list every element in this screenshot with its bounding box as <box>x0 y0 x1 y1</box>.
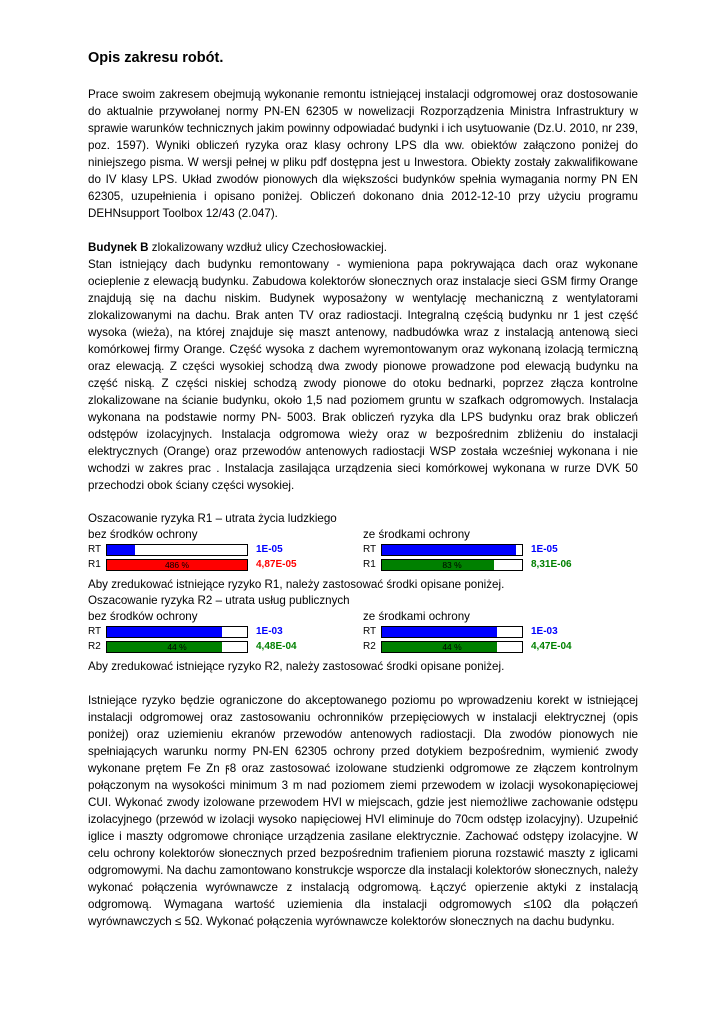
r2-value: 4,47E-04 <box>531 641 572 652</box>
document-page <box>88 50 638 930</box>
r1-percent: 83 % <box>442 560 462 570</box>
rt-bar <box>106 544 248 556</box>
rt-value: 1E-03 <box>531 626 558 637</box>
rt-label: RT <box>363 544 377 555</box>
rt-bar-fill <box>382 627 497 637</box>
r1-label: R1 <box>88 559 101 570</box>
building-name: Budynek B <box>88 241 149 254</box>
rt-bar <box>106 626 248 638</box>
risk-r2-without-chart <box>88 625 308 655</box>
r2-bar <box>106 641 248 653</box>
r2-percent: 44 % <box>167 642 187 652</box>
rt-bar <box>381 544 523 556</box>
risk-r1-note: Aby zredukować istniejące ryzyko R1, należy zastosować środki opisane poniżej. <box>88 578 505 591</box>
r1-bar <box>381 559 523 571</box>
risk-r1-with-chart <box>363 543 583 573</box>
rt-label: RT <box>88 544 102 555</box>
rt-label: RT <box>363 626 377 637</box>
rt-bar <box>381 626 523 638</box>
risk-r1-without-chart <box>88 543 308 573</box>
risk-r2-with-chart <box>363 625 583 655</box>
rt-bar-fill <box>107 545 135 555</box>
conclusion-paragraph: Istniejące ryzyko będzie ograniczone do akceptowanego poziomu po wprowadzeniu korekt w istniejącej instalacji odgromowej oraz zastosowaniu ochronników przepięciowych w instalacji elektrycznej (opis poniżej) oraz uziemieniu ekranów przewodów antenowych radiostacji. Dla zwodów pionowych nie spełniających warunku normy PN-EN 62305 ochrony przed dotykiem bezpośrednim, wymienić zwody wykonane prętem Fe Zn ϝ8 oraz zastosować izolowane studzienki odgromowe ze złączem kontrolnym połączonym na wysokości minimum 3 m nad poziomem ziemi przewodem w izolacji wysokonapięciowej CUI. Wykonać zwody izolowane przewodem HVI w miejscach, gdzie jest niemożliwe zachowanie odstępu izolacyjnego (przewód w izolacji wysoko napięciowej HVI eliminuje do 70cm odstęp izolacyjny). Uzupełnić iglice i maszty odgromowe chroniące urządzenia zasilane elektrycznie. Zachować odstępy izolacyjne. W celu ochrony kolektorów słonecznych przed bezpośrednim trafieniem pioruna rozstawić maszty z iglicami odgromowymi. Na dachu zamontowano konstrukcje wsporcze dla instalacji kolektorów słonecznych, należy wykonać połączenia wyrównawcze z instalacją odgromową. Łączyć opierzenie aktyki z instalacją odgromową. Wymagana wartość uziemienia dla instalacji odgromowych ≤10Ω dla połączeń wyrównawczych ≤ 5Ω. Wykonać połączenia wyrównawcze kolektorów słonecznych na dachu budynku. <box>88 694 638 928</box>
r1-value: 4,87E-05 <box>256 559 297 570</box>
r2-bar <box>381 641 523 653</box>
rt-value: 1E-03 <box>256 626 283 637</box>
rt-value: 1E-05 <box>256 544 283 555</box>
risk-r2-with-label: ze środkami ochrony <box>363 610 470 623</box>
building-paragraph <box>88 239 638 256</box>
rt-bar-fill <box>382 545 516 555</box>
risk-r2-heading: Oszacowanie ryzyka R2 – utrata usług publicznych <box>88 594 350 607</box>
r1-percent: 486 % <box>164 560 190 570</box>
r1-bar <box>106 559 248 571</box>
r2-label: R2 <box>363 641 376 652</box>
r2-percent: 44 % <box>442 642 462 652</box>
r1-label: R1 <box>363 559 376 570</box>
building-location: zlokalizowany wzdłuż ulicy Czechosłowackiej. <box>148 241 387 254</box>
risk-r2-note: Aby zredukować istniejące ryzyko R2, należy zastosować środki opisane poniżej. <box>88 660 505 673</box>
rt-bar-fill <box>107 627 222 637</box>
r2-label: R2 <box>88 641 101 652</box>
risk-r1-with-label: ze środkami ochrony <box>363 528 470 541</box>
rt-value: 1E-05 <box>531 544 558 555</box>
r2-value: 4,48E-04 <box>256 641 297 652</box>
risk-r1-without-label: bez środków ochrony <box>88 528 198 541</box>
risk-r1-heading: Oszacowanie ryzyka R1 – utrata życia ludzkiego <box>88 512 337 525</box>
intro-paragraph: Prace swoim zakresem obejmują wykonanie remontu istniejącej instalacji odgromowej oraz dostosowanie do aktualnie przywołanej normy PN-EN 62305 w nowelizacji Rozporządzenia Ministra Infrastruktury w sprawie warunków technicznych jakim powinny odpowiadać budynki i ich usytuowanie (Dz.U. 2010, nr 239, poz. 1597). Wyniki obliczeń ryzyka oraz klasy ochrony LPS dla ww. obiektów załączono poniżej do niniejszego pisma. W wersji pełnej w pliku pdf dostępna jest u Inwestora. Obiekty zostały zakwalifikowane do IV klasy LPS. Układ zwodów pionowych dla większości budynków spełnia wymagania normy PN EN 62305, uzupełnienia i opisano poniżej. Obliczeń dokonano dnia 2012-12-10 przy użyciu programu DEHNsupport Toolbox 12/43 (2.047). <box>88 88 638 220</box>
rt-label: RT <box>88 626 102 637</box>
risk-r2-without-label: bez środków ochrony <box>88 610 198 623</box>
r1-value: 8,31E-06 <box>531 559 572 570</box>
page-title: Opis zakresu robót. <box>88 50 224 66</box>
building-description: Stan istniejący dach budynku remontowany - wymieniona papa pokrywająca dach oraz wykonane ocieplenie z elewacją budynku. Zabudowa kolektorów słonecznych oraz instalacje sieci GSM firmy Orange znajdują się na dachu niskim. Budynek wyposażony w wentylację mechaniczną z wentylatorami zlokalizowanymi na dachu. Brak anten TV oraz radiostacji. Integralną częścią budynku nr 1 jest część wysoka (wieża), na której znajduje się maszt antenowy, nadbudówka wraz z instalacją antenową sieci komórkowej firmy Orange. Część wysoka z dachem wyremontowanym oraz wykonaną izolacją termiczną oraz elewacją. Z części wysokiej schodzą dwa zwody pionowe prowadzone pod elewacją budynku na część niską. Z części niskiej schodzą zwody pionowe do otoku bednarki, poprzez złącza kontrolne zlokalizowane na ścianie budynku, około 1,5 nad poziomem gruntu w szafkach odgromowych. Instalacja wykonana na podstawie normy PN- 5003. Brak obliczeń ryzyka dla LPS budynku oraz brak obliczeń odstępów izolacyjnych. Instalacja odgromowa wieży oraz w bezpośrednim zbliżeniu do instalacji elektrycznych (Orange) oraz przewodów antenowych radiostacji WSP została wcześniej wykonana i nie wchodzi w zakres prac . Instalacja zasilająca urządzenia sieci komórkowej wykonana w rurze DVK 50 przechodzi obok ściany części wysokiej. <box>88 258 638 492</box>
